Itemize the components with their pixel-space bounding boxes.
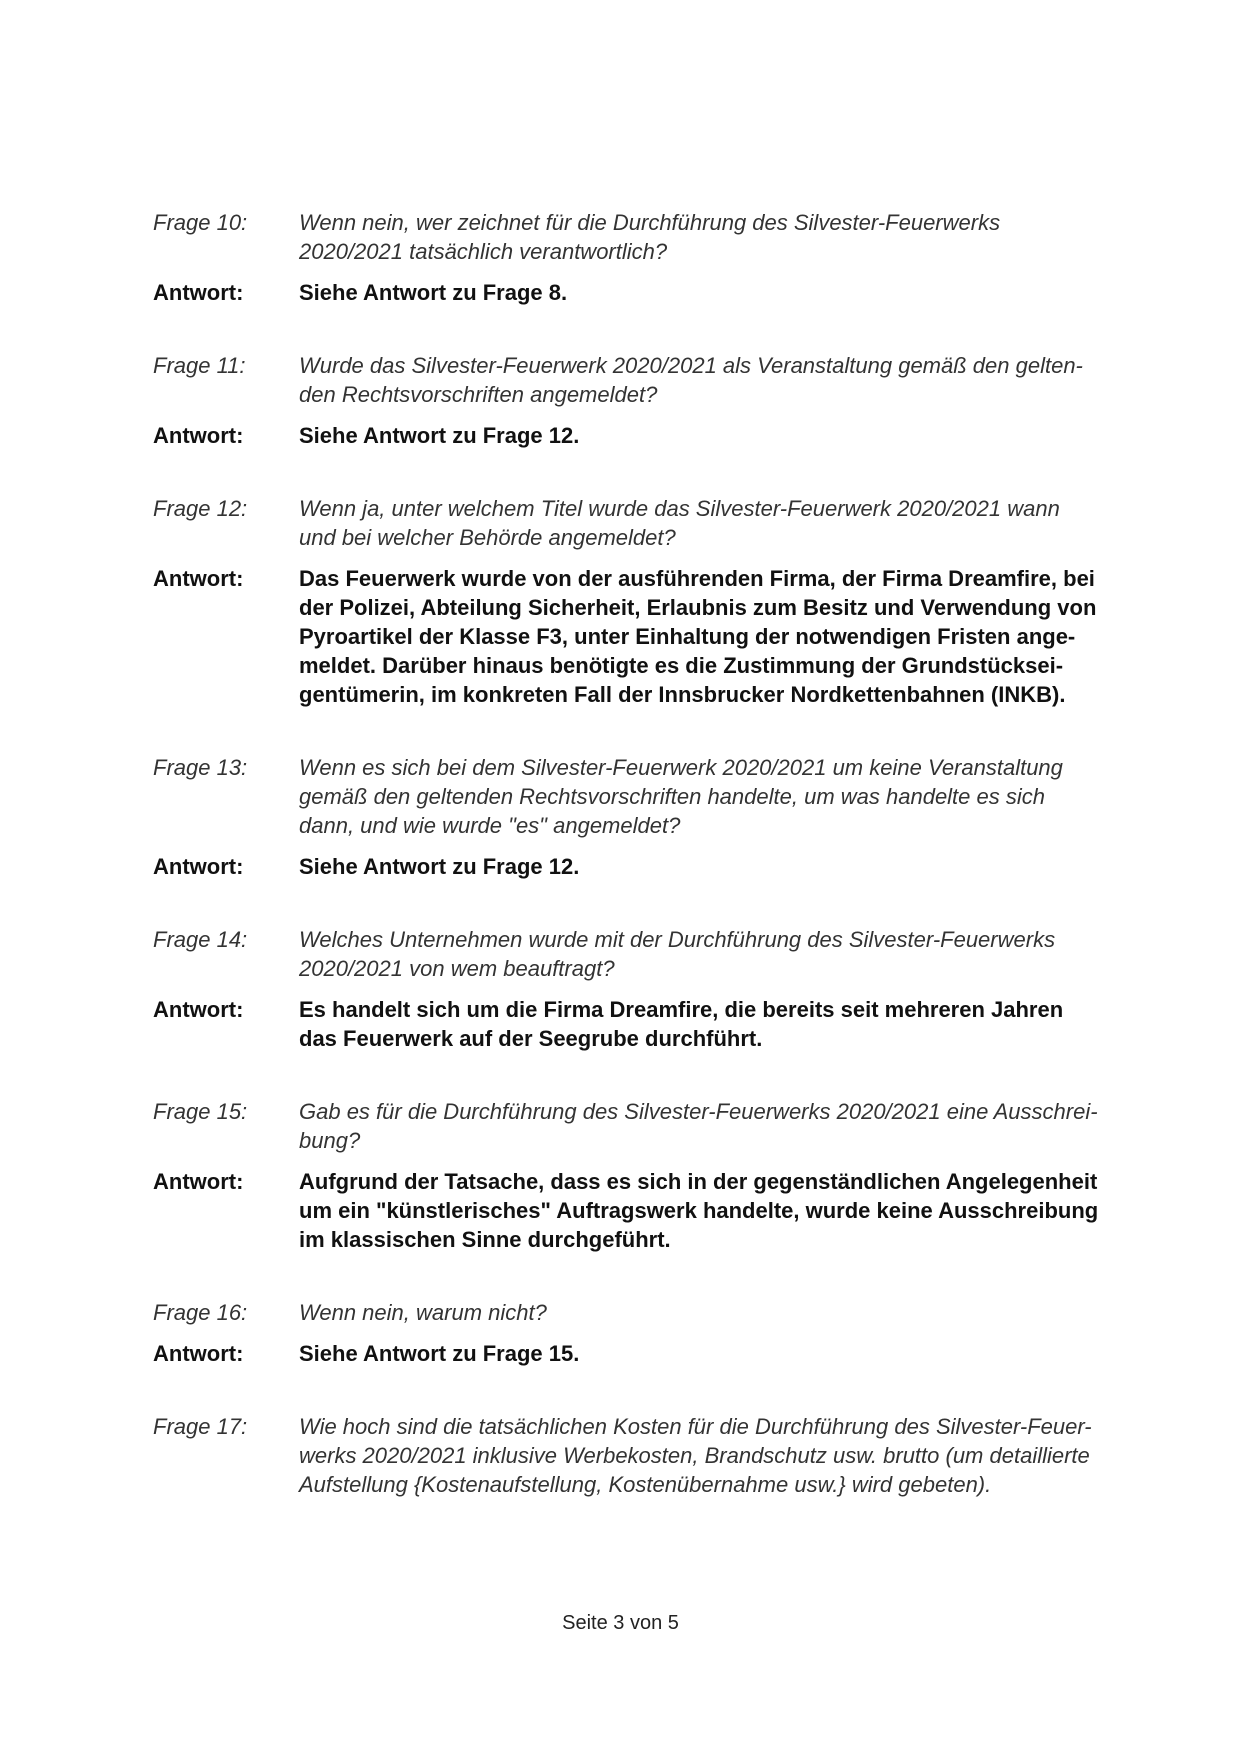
qa-block bbox=[153, 1097, 1133, 1254]
question-line: 2020/2021 tatsächlich verantwortlich? bbox=[299, 239, 668, 264]
answer-line: der Polizei, Abteilung Sicherheit, Erlaubnis zum Besitz und Verwendung von bbox=[299, 595, 1097, 620]
question-row bbox=[153, 925, 1133, 983]
qa-block bbox=[153, 1412, 1133, 1499]
qa-block bbox=[153, 494, 1133, 709]
question-line: Wenn ja, unter welchem Titel wurde das Silvester-Feuerwerk 2020/2021 wann bbox=[299, 496, 1060, 521]
question-line: werks 2020/2021 inklusive Werbekosten, Brandschutz usw. brutto (um detaillierte bbox=[299, 1443, 1090, 1468]
answer-row bbox=[153, 852, 1133, 881]
answer-line: Es handelt sich um die Firma Dreamfire, die bereits seit mehreren Jahren bbox=[299, 997, 1064, 1022]
answer-line: um ein "künstlerisches" Auftragswerk handelte, wurde keine Ausschreibung bbox=[299, 1198, 1099, 1223]
question-label: Frage 14: bbox=[153, 927, 248, 952]
qa-list bbox=[153, 208, 1133, 1543]
question-text bbox=[299, 1298, 1133, 1327]
answer-text bbox=[299, 278, 1133, 307]
answer-text bbox=[299, 1339, 1133, 1368]
question-line: 2020/2021 von wem beauftragt? bbox=[299, 956, 615, 981]
question-text bbox=[299, 351, 1133, 409]
answer-text bbox=[299, 421, 1133, 450]
answer-row bbox=[153, 995, 1133, 1053]
answer-line: Pyroartikel der Klasse F3, unter Einhaltung der notwendigen Fristen ange- bbox=[299, 624, 1076, 649]
question-line: Aufstellung {Kostenaufstellung, Kostenübernahme usw.} wird gebeten). bbox=[299, 1472, 992, 1497]
question-row bbox=[153, 1412, 1133, 1499]
question-line: Wurde das Silvester-Feuerwerk 2020/2021 als Veranstaltung gemäß den gelten- bbox=[299, 353, 1083, 378]
answer-label: Antwort: bbox=[153, 1341, 244, 1366]
question-line: Wenn nein, wer zeichnet für die Durchführung des Silvester-Feuerwerks bbox=[299, 210, 1001, 235]
question-text bbox=[299, 925, 1133, 983]
question-line: Welches Unternehmen wurde mit der Durchführung des Silvester-Feuerwerks bbox=[299, 927, 1056, 952]
answer-line: im klassischen Sinne durchgeführt. bbox=[299, 1227, 671, 1252]
question-line: bung? bbox=[299, 1128, 361, 1153]
question-label: Frage 13: bbox=[153, 755, 248, 780]
answer-line: meldet. Darüber hinaus benötigte es die Zustimmung der Grundstücksei- bbox=[299, 653, 1064, 678]
answer-label: Antwort: bbox=[153, 997, 244, 1022]
answer-line: Siehe Antwort zu Frage 8. bbox=[299, 280, 568, 305]
question-text bbox=[299, 1097, 1133, 1155]
question-row bbox=[153, 351, 1133, 409]
question-row bbox=[153, 208, 1133, 266]
question-label: Frage 16: bbox=[153, 1300, 248, 1325]
qa-block bbox=[153, 351, 1133, 450]
question-label: Frage 11: bbox=[153, 353, 246, 378]
answer-row bbox=[153, 1167, 1133, 1254]
question-label: Frage 12: bbox=[153, 496, 248, 521]
question-line: Gab es für die Durchführung des Silvester-Feuerwerks 2020/2021 eine Ausschrei- bbox=[299, 1099, 1098, 1124]
question-text bbox=[299, 753, 1133, 840]
answer-row bbox=[153, 421, 1133, 450]
answer-text bbox=[299, 852, 1133, 881]
question-line: Wenn nein, warum nicht? bbox=[299, 1300, 547, 1325]
question-row bbox=[153, 1097, 1133, 1155]
page-number: Seite 3 von 5 bbox=[562, 1612, 679, 1634]
question-text bbox=[299, 1412, 1133, 1499]
question-line: dann, und wie wurde "es" angemeldet? bbox=[299, 813, 681, 838]
answer-text bbox=[299, 995, 1133, 1053]
question-line: Wie hoch sind die tatsächlichen Kosten für die Durchführung des Silvester-Feuer- bbox=[299, 1414, 1092, 1439]
answer-label: Antwort: bbox=[153, 280, 244, 305]
answer-row bbox=[153, 1339, 1133, 1368]
question-line: gemäß den geltenden Rechtsvorschriften handelte, um was handelte es sich bbox=[299, 784, 1045, 809]
answer-line: gentümerin, im konkreten Fall der Innsbrucker Nordkettenbahnen (INKB). bbox=[299, 682, 1066, 707]
answer-line: Siehe Antwort zu Frage 12. bbox=[299, 854, 580, 879]
question-line: Wenn es sich bei dem Silvester-Feuerwerk 2020/2021 um keine Veranstaltung bbox=[299, 755, 1063, 780]
question-line: den Rechtsvorschriften angemeldet? bbox=[299, 382, 658, 407]
answer-row bbox=[153, 564, 1133, 709]
answer-label: Antwort: bbox=[153, 854, 244, 879]
question-row bbox=[153, 1298, 1133, 1327]
answer-label: Antwort: bbox=[153, 423, 244, 448]
answer-label: Antwort: bbox=[153, 1169, 244, 1194]
qa-block bbox=[153, 753, 1133, 881]
answer-text bbox=[299, 564, 1133, 709]
answer-label: Antwort: bbox=[153, 566, 244, 591]
question-text bbox=[299, 208, 1133, 266]
question-label: Frage 17: bbox=[153, 1414, 248, 1439]
answer-line: Siehe Antwort zu Frage 12. bbox=[299, 423, 580, 448]
question-row bbox=[153, 753, 1133, 840]
question-line: und bei welcher Behörde angemeldet? bbox=[299, 525, 676, 550]
question-text bbox=[299, 494, 1133, 552]
question-row bbox=[153, 494, 1133, 552]
answer-line: Das Feuerwerk wurde von der ausführenden Firma, der Firma Dreamfire, bei bbox=[299, 566, 1095, 591]
answer-row bbox=[153, 278, 1133, 307]
qa-block bbox=[153, 208, 1133, 307]
qa-block bbox=[153, 925, 1133, 1053]
question-label: Frage 10: bbox=[153, 210, 248, 235]
question-label: Frage 15: bbox=[153, 1099, 248, 1124]
answer-line: Siehe Antwort zu Frage 15. bbox=[299, 1341, 580, 1366]
answer-line: das Feuerwerk auf der Seegrube durchführt. bbox=[299, 1026, 763, 1051]
answer-line: Aufgrund der Tatsache, dass es sich in der gegenständlichen Angelegenheit bbox=[299, 1169, 1098, 1194]
answer-text bbox=[299, 1167, 1133, 1254]
qa-block bbox=[153, 1298, 1133, 1368]
